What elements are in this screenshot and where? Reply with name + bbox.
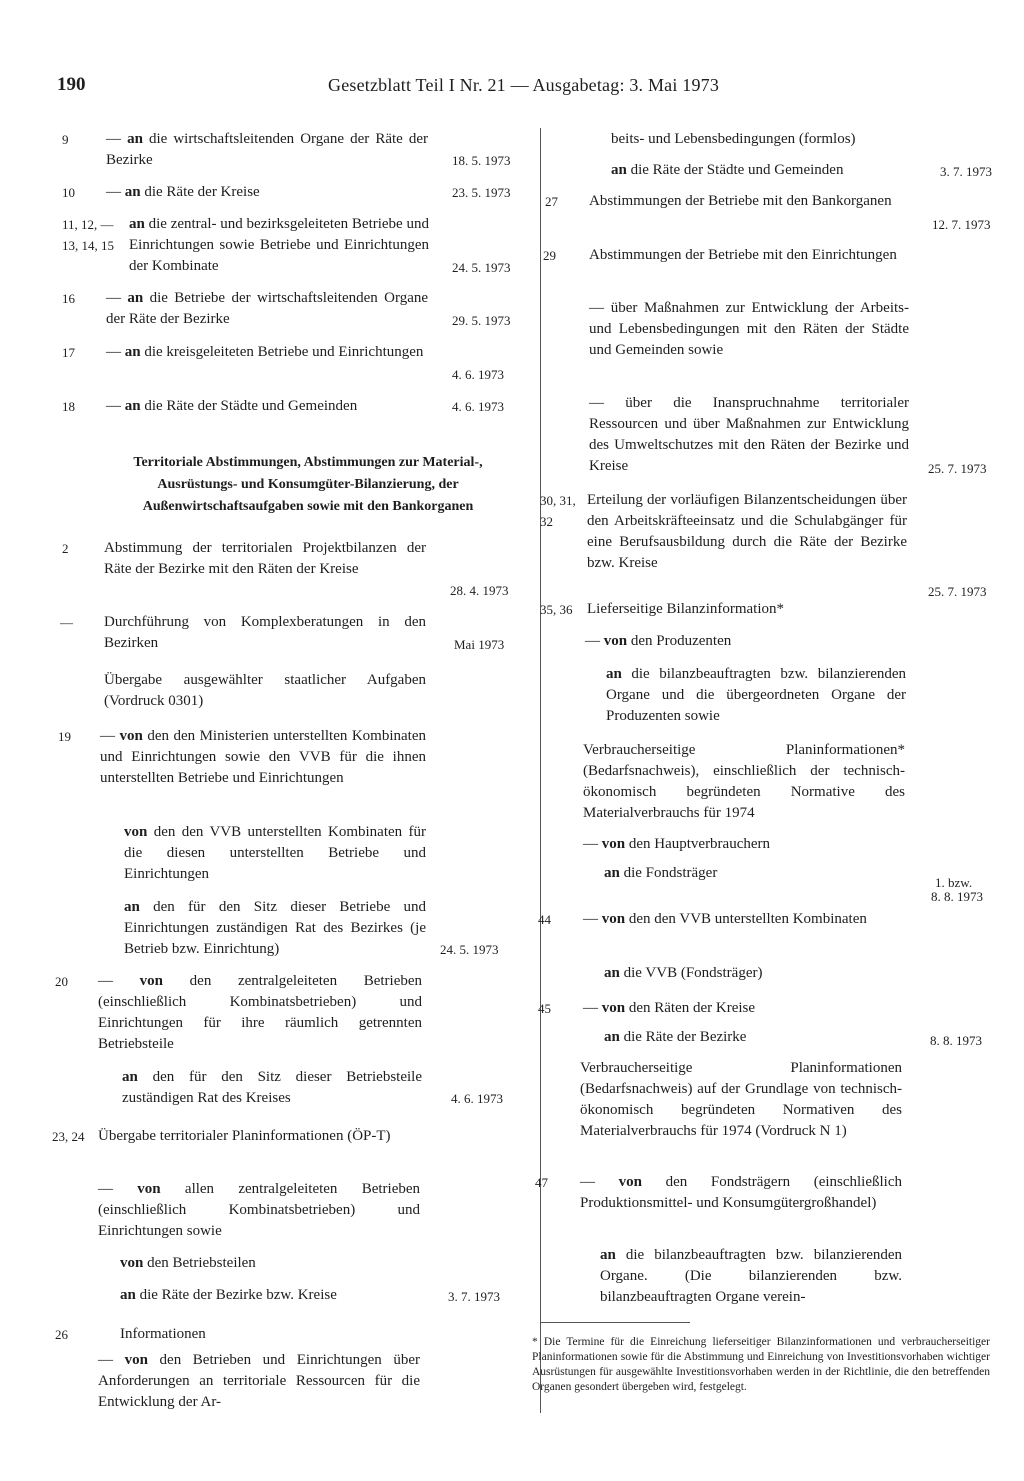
entry-date: 8. 8. 1973 xyxy=(930,1033,982,1048)
entry-number: 11, 12, — 13, 14, 15 xyxy=(62,217,114,253)
entry-number: 35, 36 xyxy=(540,602,573,617)
entry-number: — xyxy=(60,615,73,630)
entry-text: Übergabe territorialer Planinformationen (ÖP-T) xyxy=(98,1128,391,1144)
entry-text: — über die Inanspruchnahme territorialer Ressourcen und über Maßnahmen zur Entwicklung des Umweltschutzes mit den Räten der Bezirke und Kreise xyxy=(589,395,909,474)
section-heading: Territoriale Abstimmungen, Abstimmungen zur Material-, Ausrüstungs- und Konsumgüter-Bilanzierung, der Außenwirtschaftsaufgaben sowie mit den Bankorganen xyxy=(133,455,483,514)
entry-number: 26 xyxy=(55,1327,68,1342)
entry-text: — an die kreisgeleiteten Betriebe und Einrichtungen xyxy=(106,344,424,360)
entry-number: 10 xyxy=(62,185,75,200)
entry-number: 27 xyxy=(545,194,558,209)
entry-date: Mai 1973 xyxy=(454,637,505,652)
entry-text: — von den zentralgeleiteten Betrieben (einschließlich Kombinatsbetrieben) und Einrichtungen für ihre räumlich getrennten Betriebsteile xyxy=(98,973,423,1052)
entry-text: — von den den VVB unterstellten Kombinaten xyxy=(583,911,867,927)
entry-date: 25. 7. 1973 xyxy=(928,461,987,476)
entry-text: — an die Räte der Kreise xyxy=(106,184,260,200)
entry-date: 4. 6. 1973 xyxy=(451,1091,503,1106)
entry-text: von den Betriebsteilen xyxy=(120,1255,256,1271)
entry-date: 3. 7. 1973 xyxy=(448,1289,500,1304)
entry-date: 4. 6. 1973 xyxy=(452,367,504,382)
entry-text: Abstimmungen der Betriebe mit den Bankorganen xyxy=(589,193,892,209)
entry-text: an den für den Sitz dieser Betriebe und Einrichtungen zuständigen Rat des Bezirkes (je Betrieb bzw. Einrichtung) xyxy=(124,899,427,957)
entry-text: — von den Hauptverbrauchern xyxy=(583,836,771,852)
entry-number: 19 xyxy=(58,729,71,744)
entry-text: an die Fondsträger xyxy=(604,865,718,881)
entry-date: 24. 5. 1973 xyxy=(440,942,499,957)
entry-text: an die Räte der Bezirke xyxy=(604,1029,747,1045)
entry-date: 12. 7. 1973 xyxy=(932,217,991,232)
entry-text: — an die Räte der Städte und Gemeinden xyxy=(106,398,358,414)
entry-date: 24. 5. 1973 xyxy=(452,260,511,275)
footnote: * Die Termine für die Einreichung lieferseitiger Bilanzinformationen und verbraucherseitiger Planinformationen sowie für die Abstimmung und Einreichung von Investitionsvorhaben wichtiger Ausrüstungen für ausgewählte Investitionsvorhaben werden in der Richtlinie, die den betreffenden Organen gesondert übergeben wird, festgelegt. xyxy=(532,1336,990,1393)
entry-date: 29. 5. 1973 xyxy=(452,313,511,328)
entry-text: Abstimmung der territorialen Projektbilanzen der Räte der Bezirke mit den Räten der Kreise xyxy=(104,540,426,577)
entry-text: — von den Betrieben und Einrichtungen über Anforderungen an territoriale Ressourcen für die Entwicklung der Ar- xyxy=(98,1352,420,1410)
entry-text: — von den Fondsträgern (einschließlich Produktionsmittel- und Konsumgütergroßhandel) xyxy=(580,1174,903,1211)
entry-number: 45 xyxy=(538,1001,551,1016)
entry-text: — von allen zentralgeleiteten Betrieben (einschließlich Kombinatsbetrieben) und Einrichtungen sowie xyxy=(98,1181,421,1239)
entry-date: 8. 8. 1973 xyxy=(931,889,983,904)
entry-text: Erteilung der vorläufigen Bilanzentscheidungen über den Arbeitskräfteeinsatz und die Schulabgänger für eine Berufsausbildung durch die Räte der Bezirke bzw. Kreise xyxy=(587,492,907,571)
entry-date: 3. 7. 1973 xyxy=(940,164,992,179)
entry-text: von den den VVB unterstellten Kombinaten für die diesen unterstellten Betriebe und Einrichtungen xyxy=(124,824,426,882)
entry-number: 47 xyxy=(535,1175,548,1190)
entry-text: — an die wirtschaftsleitenden Organe der Räte der Bezirke xyxy=(106,131,429,168)
entry-text: Abstimmungen der Betriebe mit den Einrichtungen xyxy=(589,247,897,263)
entry-text: — von den Räten der Kreise xyxy=(583,1000,756,1016)
column-divider xyxy=(540,128,541,1413)
entry-text: Lieferseitige Bilanzinformation* xyxy=(587,601,785,617)
entry-date: 1. bzw. xyxy=(935,875,973,890)
entry-text: an die Räte der Städte und Gemeinden xyxy=(611,162,844,178)
entry-date: 25. 7. 1973 xyxy=(928,584,987,599)
entry-text: an den für den Sitz dieser Betriebsteile zuständigen Rat des Kreises xyxy=(122,1069,422,1106)
entry-text: an die bilanzbeauftragten bzw. bilanzierenden Organe. (Die bilanzierenden bzw. bilanzbeauftragten Organe verein- xyxy=(600,1247,903,1305)
entry-date: 28. 4. 1973 xyxy=(450,583,509,598)
entry-text: — von den Produzenten xyxy=(585,633,732,649)
entry-date: 23. 5. 1973 xyxy=(452,185,511,200)
entry-number: 44 xyxy=(538,912,551,927)
entry-text: beits- und Lebensbedingungen (formlos) xyxy=(611,131,856,147)
entry-number: 9 xyxy=(62,132,69,147)
entry-text: — von den den Ministerien unterstellten Kombinaten und Einrichtungen sowie den VVB für die ihnen unterstellten Betriebe und Einrichtungen xyxy=(100,728,427,786)
entry-text: Verbraucherseitige Planinformationen* (Bedarfsnachweis), einschließlich der technisch-ökonomisch begründeten Normative des Materialverbrauchs für 1974 xyxy=(583,742,905,821)
entry-number: 2 xyxy=(62,541,69,556)
entry-number: 29 xyxy=(543,248,556,263)
entry-text: Verbraucherseitige Planinformationen (Bedarfsnachweis) auf der Grundlage von technisch-ökonomisch begründeten Normativen des Materialverbrauchs für 1974 (Vordruck N 1) xyxy=(580,1060,902,1139)
footnote-rule xyxy=(540,1322,690,1323)
entry-text: Informationen xyxy=(120,1326,206,1342)
entry-text: an die Räte der Bezirke bzw. Kreise xyxy=(120,1287,337,1303)
entry-number: 20 xyxy=(55,974,68,989)
entry-text: — über Maßnahmen zur Entwicklung der Arbeits- und Lebensbedingungen mit den Räten der Städte und Gemeinden sowie xyxy=(589,300,910,358)
entry-number: 16 xyxy=(62,291,75,306)
entry-number: 17 xyxy=(62,345,75,360)
entry-text: an die zentral- und bezirksgeleiteten Betriebe und Einrichtungen sowie Betriebe und Einrichtungen der Kombinate xyxy=(129,216,429,274)
entry-text: Durchführung von Komplexberatungen in den Bezirken xyxy=(104,614,426,651)
entry-text: an die bilanzbeauftragten bzw. bilanzierenden Organe und die übergeordneten Organe der Produzenten sowie xyxy=(606,666,907,724)
entry-number: 30, 31, 32 xyxy=(540,493,576,529)
page-number: 190 xyxy=(57,74,86,95)
entry-text: an die VVB (Fondsträger) xyxy=(604,965,763,981)
entry-text: — an die Betriebe der wirtschaftsleitenden Organe der Räte der Bezirke xyxy=(106,290,429,327)
entry-number: 23, 24 xyxy=(52,1129,85,1144)
entry-date: 4. 6. 1973 xyxy=(452,399,504,414)
entry-date: 18. 5. 1973 xyxy=(452,153,511,168)
entry-text: Übergabe ausgewählter staatlicher Aufgaben (Vordruck 0301) xyxy=(104,672,426,709)
page-title: Gesetzblatt Teil I Nr. 21 — Ausgabetag: 3. Mai 1973 xyxy=(328,75,720,95)
entry-number: 18 xyxy=(62,399,75,414)
